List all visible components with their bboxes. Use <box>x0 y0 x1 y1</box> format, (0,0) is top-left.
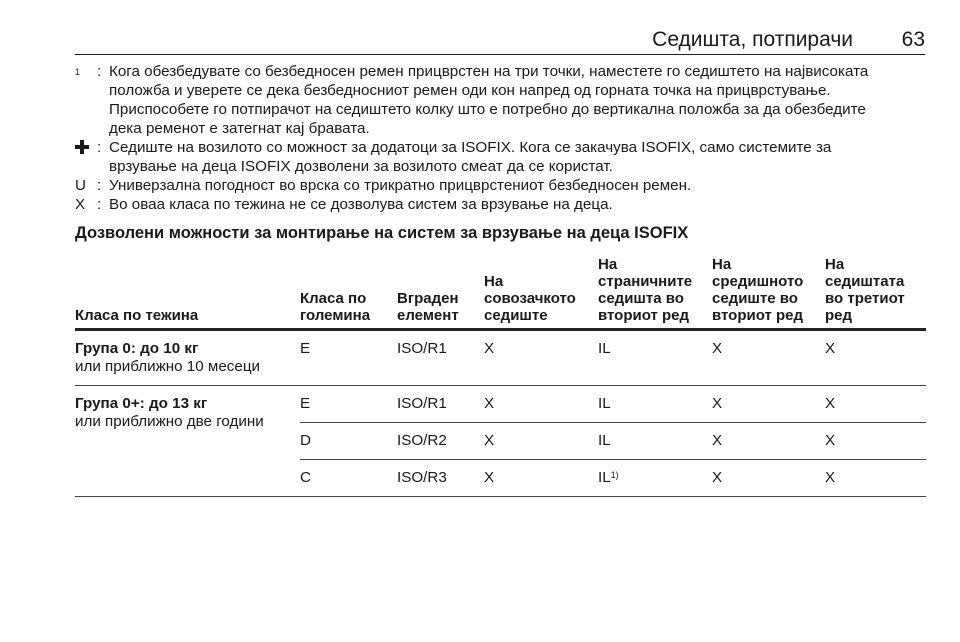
table-cell: X <box>825 330 926 386</box>
note-line: дека ременот е затегнат кај бравата. <box>109 120 370 137</box>
table-cell: X <box>825 386 926 423</box>
note-line: Кога обезбедувате со безбедносен ремен прицврстен на три точки, наместете го седиштето на највисоката <box>109 63 869 80</box>
plus-icon <box>75 140 89 154</box>
note-line: Приспособете го потпирачот на седиштето колку што е потребно до вертикална положба за да обезбедите <box>109 101 866 118</box>
column-header: Вграден елемент <box>397 256 484 330</box>
isofix-table <box>75 256 926 497</box>
table-cell: X <box>484 330 598 386</box>
page-header <box>75 26 925 55</box>
table-cell: X <box>712 423 825 460</box>
table-row <box>75 330 926 386</box>
column-header: На средишното седиште во вториот ред <box>712 256 825 330</box>
footnote-ref: 1) <box>610 470 619 480</box>
group-cell <box>75 330 300 386</box>
table-cell <box>598 460 712 497</box>
table-cell: X <box>712 330 825 386</box>
table-cell: X <box>712 386 825 423</box>
table-cell: X <box>825 423 926 460</box>
table-cell: C <box>300 460 397 497</box>
note-line: положба и уверете се дека безбедносниот ремен оди кон напред од горната точка на прицврстување. <box>109 82 831 99</box>
note-line: врзување на деца ISOFIX дозволени за возилото смеат да се користат. <box>109 158 613 175</box>
table-cell: X <box>484 423 598 460</box>
note-key: X <box>75 196 86 213</box>
note-line: Универзална погодност во врска со трикратно прицврстениот безбедносен ремен. <box>109 177 692 194</box>
column-header: На седиштата во третиот ред <box>825 256 926 330</box>
group-cell <box>75 386 300 497</box>
table-cell: X <box>825 460 926 497</box>
page-title: Седишта, потпирачи <box>652 28 853 51</box>
table-cell: X <box>484 386 598 423</box>
footnote-marker: 1 <box>75 67 81 77</box>
note-key: U <box>75 177 86 194</box>
table-row <box>75 386 926 423</box>
table-cell: IL <box>598 330 712 386</box>
table-cell: D <box>300 423 397 460</box>
table-cell: ISO/R1 <box>397 330 484 386</box>
column-header: На страничните седишта во вториот ред <box>598 256 712 330</box>
column-header: Класа по големина <box>300 256 397 330</box>
column-header: На совозачкото седиште <box>484 256 598 330</box>
note-isofix: : Седиште на возилото со можност за додатоци за ISOFIX. Кога се закачува ISOFIX, само системите за врзување на деца ISOFIX дозволени за возилото смеат да се користат. <box>75 138 925 176</box>
note-footnote-1: $^1$ : Кога обезбедувате со безбедносен ремен прицврстен на три точки, наместете го седиштето на највисоката положба и уверете се дека безбедносниот ремен оди кон напред од горната точка на прицврстување. Приспособете го потпирачот на седиштето колку што е потребно до вертикална положба за да обезбедите дека ременот е затегнат кај бравата. <box>75 63 869 137</box>
table-header-row <box>75 256 926 330</box>
group-subtitle: или приближно две години <box>75 413 264 430</box>
column-header: Класа по тежина <box>75 256 300 330</box>
group-name: Група 0+: до 13 кг <box>75 395 208 412</box>
group-name: Група 0: до 10 кг <box>75 340 199 357</box>
cell-value: IL <box>598 469 611 486</box>
note-line: Седиште на возилото со можност за додатоци за ISOFIX. Кога се закачува ISOFIX, само системите за <box>109 139 832 156</box>
table-cell: ISO/R3 <box>397 460 484 497</box>
legend-notes <box>75 62 925 214</box>
table-cell: IL <box>598 423 712 460</box>
section-title: Дозволени можности за монтирање на систем за врзување на деца ISOFIX <box>75 224 689 242</box>
note-universal: U : Универзална погодност во врска со трикратно прицврстениот безбедносен ремен. <box>75 176 925 195</box>
table-cell: ISO/R2 <box>397 423 484 460</box>
table-cell: X <box>712 460 825 497</box>
table-cell: E <box>300 330 397 386</box>
table-cell: ISO/R1 <box>397 386 484 423</box>
table-cell: IL <box>598 386 712 423</box>
table-cell: E <box>300 386 397 423</box>
group-subtitle: или приближно 10 месеци <box>75 358 261 375</box>
note-line: Во оваа класа по тежина не се дозволува систем за врзување на деца. <box>109 196 613 213</box>
note-not-allowed: X : Во оваа класа по тежина не се дозволува систем за врзување на деца. <box>75 195 925 214</box>
table-cell: X <box>484 460 598 497</box>
page-number: 63 <box>901 28 925 51</box>
